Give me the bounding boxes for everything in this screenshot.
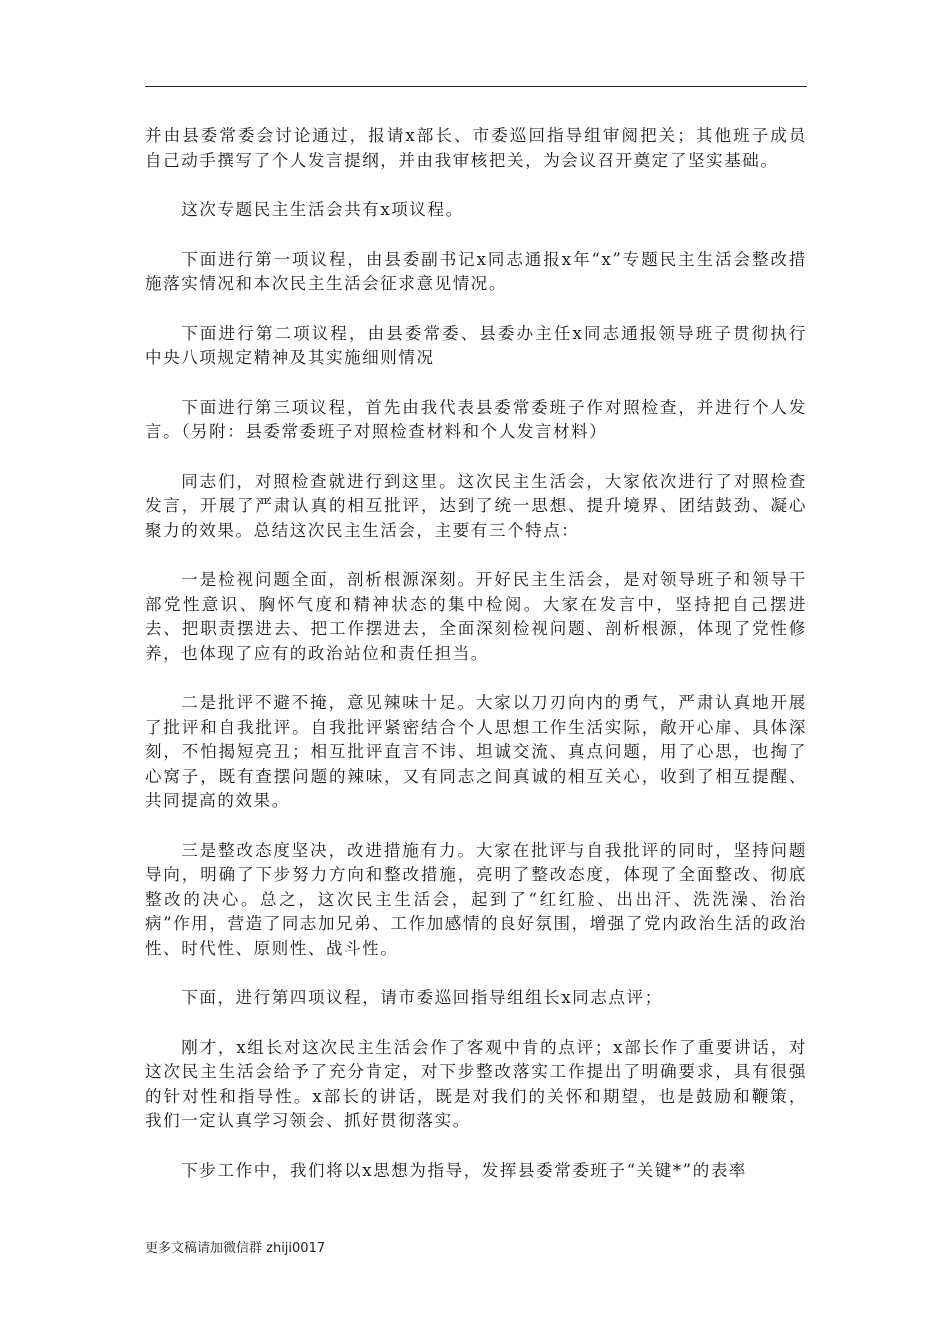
document-body <box>145 124 807 1208</box>
paragraph-6: 同志们，对照检查就进行到这里。这次民主生活会，大家依次进行了对照检查发言，开展了严肃认真的相互批评，达到了统一思想、提升境界、团结鼓劲、凝心聚力的效果。总结这次民主生活会，主要有三个特点： <box>145 471 807 540</box>
paragraph-1: 并由县委常委会讨论通过，报请x部长、市委巡回指导组审阅把关；其他班子成员自己动手撰写了个人发言提纲，并由我审核把关，为会议召开奠定了坚实基础。 <box>145 126 807 170</box>
header-rule <box>145 86 807 87</box>
paragraph-10: 下面，进行第四项议程，请市委巡回指导组组长x同志点评； <box>181 988 663 1007</box>
paragraph-8: 二是批评不避不掩，意见辣味十足。大家以刀刃向内的勇气，严肃认真地开展了批评和自我批评。自我批评紧密结合个人思想工作生活实际，敞开心扉、具体深刻，不怕揭短亮丑；相互批评直言不讳、坦诚交流、真点问题，用了心思，也掏了心窝子，既有查摆问题的辣味，又有同志之间真诚的相互关心，收到了相互提醒、共同提高的效果。 <box>145 693 807 810</box>
paragraph-7: 一是检视问题全面，剖析根源深刻。开好民主生活会，是对领导班子和领导干部党性意识、胸怀气度和精神状态的集中检阅。大家在发言中，坚持把自己摆进去、把职责摆进去、把工作摆进去，全面深刻检视问题、剖析根源，体现了党性修养，也体现了应有的政治站位和责任担当。 <box>145 570 807 663</box>
footer-note: 更多文稿请加微信群 zhiji0017 <box>145 1241 326 1256</box>
paragraph-3: 下面进行第一项议程，由县委副书记x同志通报x年“x”专题民主生活会整改措施落实情况和本次民主生活会征求意见情况。 <box>145 249 807 293</box>
paragraph-12: 下步工作中，我们将以x思想为指导，发挥县委常委班子“关键*”的表率 <box>181 1160 748 1180</box>
paragraph-2: 这次专题民主生活会共有x项议程。 <box>181 200 464 219</box>
paragraph-4: 下面进行第二项议程，由县委常委、县委办主任x同志通报领导班子贯彻执行中央八项规定精神及其实施细则情况 <box>145 323 807 367</box>
paragraph-5: 下面进行第三项议程，首先由我代表县委常委班子作对照检查，并进行个人发言。（另附：县委常委班子对照检查材料和个人发言材料） <box>145 397 807 441</box>
paragraph-11: 刚才，x组长对这次民主生活会作了客观中肯的点评；x部长作了重要讲话，对这次民主生活会给予了充分肯定，对下步整改落实工作提出了明确要求，具有很强的针对性和指导性。x部长的讲话，既是对我们的关怀和期望，也是鼓励和鞭策，我们一定认真学习领会、抓好贯彻落实。 <box>145 1037 807 1130</box>
paragraph-9: 三是整改态度坚决，改进措施有力。大家在批评与自我批评的同时，坚持问题导向，明确了下步努力方向和整改措施，亮明了整改态度，体现了全面整改、彻底整改的决心。总之，这次民主生活会，起到了“红红脸、出出汗、洗洗澡、治治病”作用，营造了同志加兄弟、工作加感情的良好氛围，增强了党内政治生活的政治性、时代性、原则性、战斗性。 <box>145 840 807 958</box>
